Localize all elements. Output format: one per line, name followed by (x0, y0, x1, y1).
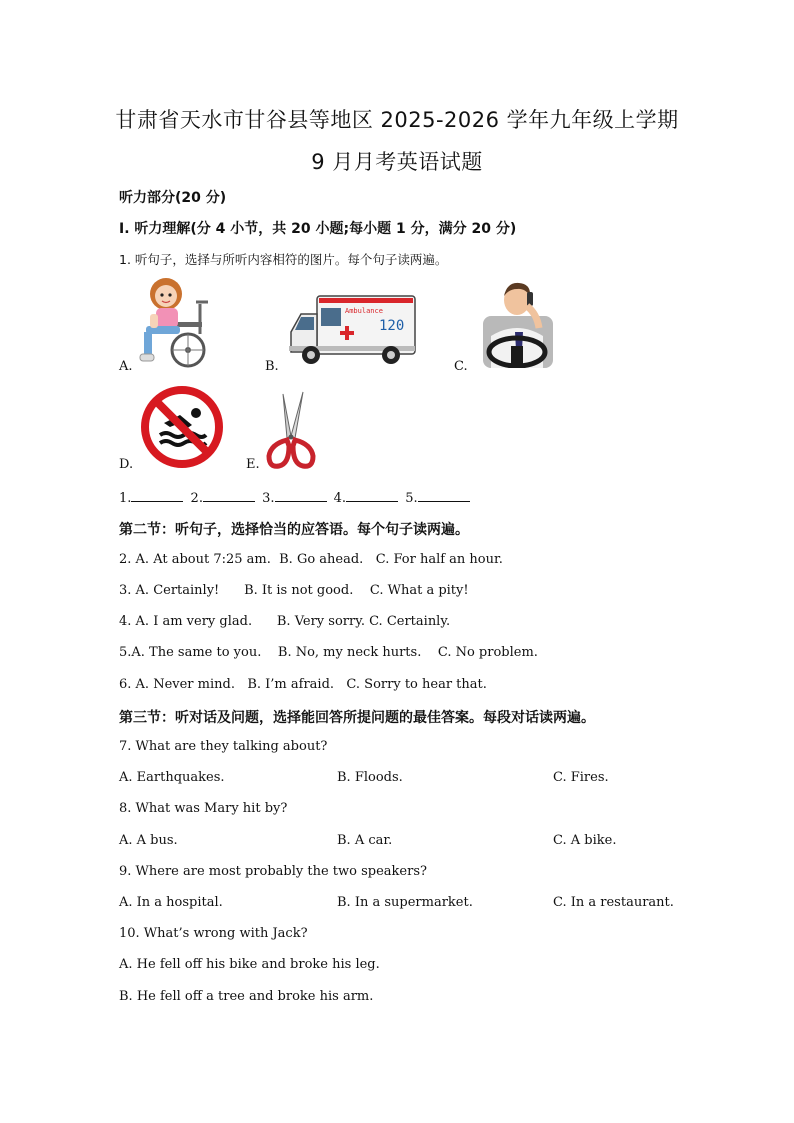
exam-title-line1: 甘肃省天水市甘谷县等地区 2025-2026 学年九年级上学期 (115, 108, 679, 132)
question-4: 4. A. I am very glad. B. Very sorry. C. Certainly. (119, 614, 451, 629)
ambulance-icon (287, 292, 417, 368)
question-8-option-c: C. A bike. (553, 833, 617, 848)
question-9-option-a: A. In a hospital. (119, 895, 223, 910)
q1-instruction: 1. 听句子，选择与所听内容相符的图片。每个句子读两遍。 (119, 252, 448, 267)
blank-label-5: 5. (405, 491, 418, 506)
section3-heading: 第三节：听对话及问题，选择能回答所提问题的最佳答案。每段对话读两遍。 (119, 710, 595, 726)
answer-blank-5[interactable] (418, 489, 470, 502)
question-8-stem: 8. What was Mary hit by? (119, 801, 288, 816)
question-5: 5.A. The same to you. B. No, my neck hurts. C. No problem. (119, 645, 538, 660)
question-10-stem: 10. What’s wrong with Jack? (119, 926, 308, 941)
question-7-option-b: B. Floods. (337, 770, 403, 785)
picture-b-label: B. (265, 359, 279, 374)
man-driving-on-phone-icon (477, 276, 559, 368)
question-9-option-b: B. In a supermarket. (337, 895, 473, 910)
answer-blank-2[interactable] (203, 489, 255, 502)
question-7-option-a: A. Earthquakes. (119, 770, 225, 785)
picture-d-label: D. (119, 457, 134, 472)
ambulance-label: Ambulance (345, 307, 383, 315)
question-7-stem: 7. What are they talking about? (119, 739, 328, 754)
picture-a-label: A. (119, 359, 133, 374)
exam-title-line2: 9 月月考英语试题 (311, 150, 483, 174)
question-3: 3. A. Certainly! B. It is not good. C. What a pity! (119, 583, 469, 598)
question-10-option-b: B. He fell off a tree and broke his arm. (119, 989, 374, 1004)
listening-part-label: 听力部分(20 分) (119, 190, 227, 206)
answer-blanks-row (119, 489, 473, 506)
question-2: 2. A. At about 7:25 am. B. Go ahead. C. For half an hour. (119, 552, 503, 567)
section2-heading: 第二节：听句子，选择恰当的应答语。每个句子读两遍。 (119, 522, 469, 538)
question-9-stem: 9. Where are most probably the two speakers? (119, 864, 427, 879)
picture-e-label: E. (246, 457, 260, 472)
section1-heading: Ⅰ. 听力理解(分 4 小节，共 20 小题;每小题 1 分，满分 20 分) (119, 221, 517, 237)
question-7-option-c: C. Fires. (553, 770, 609, 785)
blank-label-1: 1. (119, 491, 132, 506)
answer-blank-3[interactable] (275, 489, 327, 502)
question-6: 6. A. Never mind. B. I’m afraid. C. Sorry to hear that. (119, 677, 487, 692)
question-10-option-a: A. He fell off his bike and broke his leg. (119, 957, 380, 972)
blank-label-2: 2. (190, 491, 203, 506)
picture-c-label: C. (454, 359, 468, 374)
question-8-option-a: A. A bus. (119, 833, 178, 848)
question-8-option-b: B. A car. (337, 833, 393, 848)
no-swimming-sign-icon (140, 385, 224, 469)
ambulance-number: 120 (379, 318, 405, 334)
blank-label-4: 4. (333, 491, 347, 506)
scissors-icon (263, 390, 317, 470)
question-9-option-c: C. In a restaurant. (553, 895, 674, 910)
girl-in-wheelchair-icon (136, 274, 212, 368)
blank-label-3: 3. (262, 491, 275, 506)
answer-blank-1[interactable] (131, 489, 183, 502)
answer-blank-4[interactable] (346, 489, 398, 502)
